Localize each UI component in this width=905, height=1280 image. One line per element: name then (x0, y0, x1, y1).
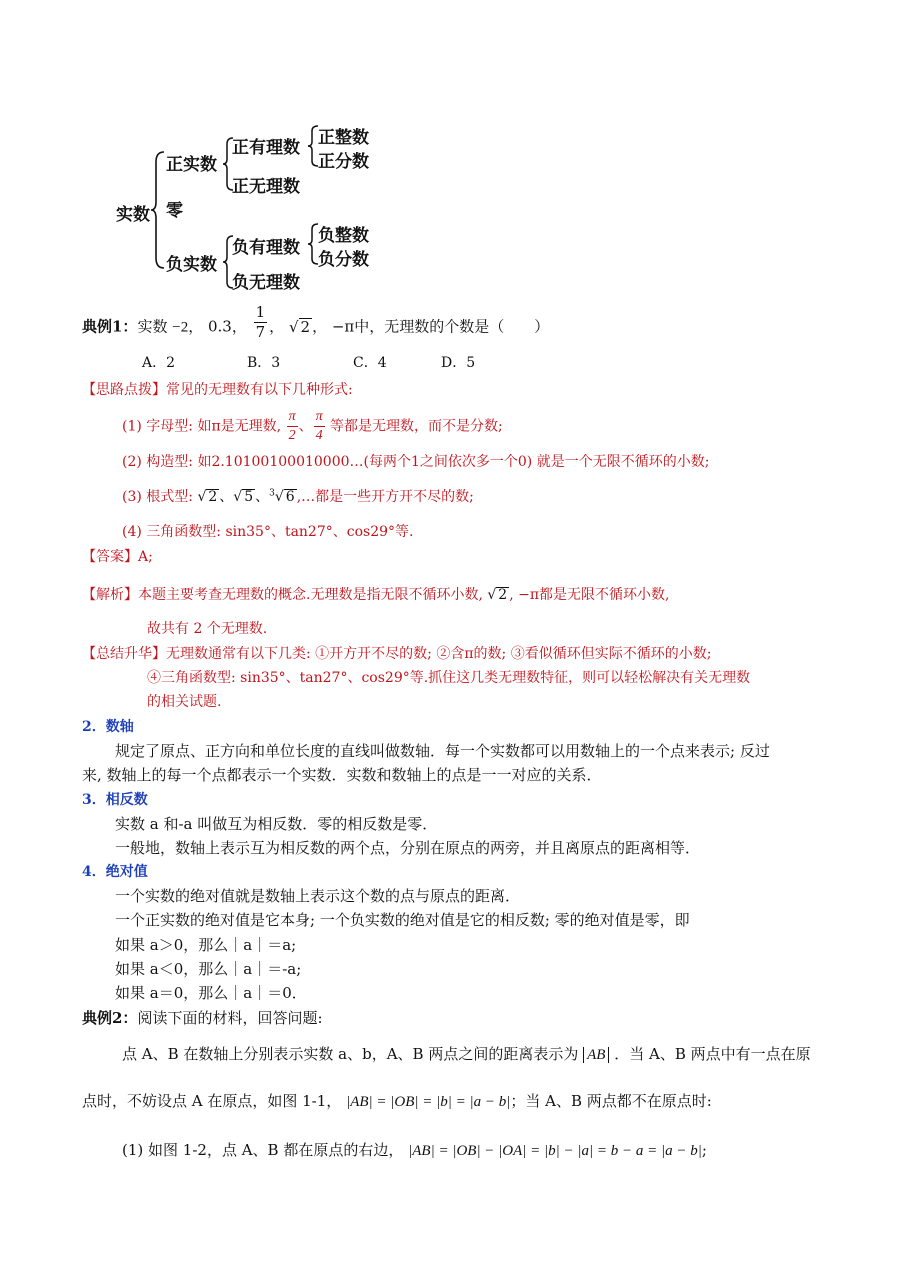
hint3-root-3: 6 (285, 489, 295, 505)
analysis (82, 584, 670, 604)
section-3-title: 3．相反数 (82, 792, 148, 808)
example2-line-2 (82, 1090, 712, 1111)
answer: 【答案】A; (82, 549, 153, 565)
section-4-line-2: 一个正实数的绝对值是它本身; 一个负实数的绝对值是它的相反数; 零的绝对值是零，即 (115, 911, 690, 929)
tree-positive: 正实数 (166, 155, 217, 175)
summary-line-2: ④三角函数型: sin35°、tan27°、cos29°等.抓住这几类无理数特征，则可以轻松解决有关无理数 (147, 670, 751, 686)
example2-l1-text-a: 点 A、B 在数轴上分别表示实数 a、b，A、B 两点之间的距离表示为 (122, 1045, 579, 1063)
example2-l1-text-b: ．当 A、B 两点中有一点在原 (614, 1045, 811, 1063)
example2-l2-text-a: 点时，不妨设点 A 在原点，如图 1-1， (82, 1092, 342, 1110)
hint-3 (122, 486, 474, 506)
tree-neg-irrational: 负无理数 (232, 273, 300, 293)
analysis-conclusion: 故共有 2 个无理数. (147, 621, 268, 637)
hint3-roots: √ 2 、√ 5 、$^3$√ 6 (197, 488, 295, 505)
hint3-text-b: ,…都是一些开方开不尽的数; (296, 489, 474, 505)
example1-question: 典例1：实数 −2， 0.3， $\frac{1}{7}$ ， √ 2 ， −π中，无理数的个数是（ ） (82, 303, 550, 341)
example2-intro: 阅读下面的材料，回答问题: (137, 1009, 323, 1027)
hint1-text-a: (1) 字母型: 如π是无理数, (122, 418, 282, 435)
hint1-frac2-den: 4 (315, 428, 323, 443)
example2-label: 典例2： (82, 1009, 138, 1027)
option-a[interactable]: A．2 (142, 355, 176, 371)
hint1-frac1-den: 2 (288, 428, 296, 443)
option-c[interactable]: C．4 (353, 355, 387, 371)
example2-line-3 (122, 1139, 707, 1160)
fraction-numerator: 1 (255, 303, 266, 321)
analysis-text-b: , −π都是无限不循环小数, (509, 587, 670, 603)
summary-line-1: 【总结升华】无理数通常有以下几类: ①开方开不尽的数; ②含π的数; ③看似循环但实际不循环的小数; (82, 646, 712, 662)
analysis-text-a: 【解析】本题主要考查无理数的概念.无理数是指无限不循环小数, (82, 587, 483, 603)
example2-line-1 (122, 1043, 811, 1064)
example2-l3-math: |AB| = |OB| − |OA| = |b| − |a| = b − a = |a − b| (408, 1143, 702, 1159)
analysis-radicand: 2 (498, 587, 508, 603)
example1-fraction (254, 305, 268, 340)
example2-l2-text-b: ；当 A、B 两点都不在原点时: (510, 1092, 712, 1110)
example2-heading (82, 1007, 323, 1028)
example1-sqrt: √ 2 (288, 317, 311, 336)
hint1-frac2-num: π (314, 410, 325, 427)
hint3-root-2: 5 (244, 489, 254, 505)
section-2-title: 2．数轴 (82, 719, 134, 735)
section-2-line-1: 规定了原点、正方向和单位长度的直线叫做数轴．每一个实数都可以用数轴上的一个点来表示; 反过 (115, 742, 770, 760)
hint-1: (1) 字母型: 如π是无理数, $\frac{\pi}{2}$ 、 $\frac{\pi}{4}$ 等都是无理数，而不是分数; (122, 409, 503, 443)
hint1-frac1-num: π (287, 410, 298, 427)
section-2-line-2: 来, 数轴上的每一个点都表示一个实数．实数和数轴上的点是一一对应的关系． (82, 766, 602, 784)
example1-neg-pi: −π (331, 317, 355, 336)
example2-l2-math: |AB| = |OB| = |b| = |a − b| (346, 1094, 511, 1110)
example1-label: 典例1： (82, 317, 138, 336)
summary-line-3: 的相关试题. (147, 694, 222, 710)
option-b[interactable]: B．3 (247, 355, 281, 371)
tree-negative: 负实数 (166, 255, 217, 275)
analysis-sqrt: √ 2 (487, 587, 508, 603)
example1-prefix: 实数 (137, 317, 168, 336)
root-brace (150, 150, 166, 270)
example1-n1: −2 (172, 319, 189, 336)
sqrt-radicand: 2 (300, 317, 311, 336)
abs-case-zero: 如果 a＝0，那么｜a｜＝0． (115, 984, 307, 1002)
hint-title: 【思路点拨】常见的无理数有以下几种形式: (82, 382, 353, 398)
hint1-frac-1 (287, 410, 298, 443)
example1-suffix: 中，无理数的个数是（ ） (354, 317, 550, 336)
hint1-frac-2 (314, 410, 325, 443)
hint-4: (4) 三角函数型: sin35°、tan27°、cos29°等. (122, 524, 414, 540)
example2-l3-text-a: (1) 如图 1-2，点 A、B 都在原点的右边， (122, 1141, 404, 1159)
tree-pos-fraction: 正分数 (318, 152, 369, 172)
example1-n2: 0.3 (207, 317, 232, 336)
tree-pos-rational: 正有理数 (232, 138, 300, 158)
abs-case-positive: 如果 a＞0，那么｜a｜＝a; (115, 936, 297, 954)
tree-zero: 零 (166, 201, 183, 221)
tree-neg-integer: 负整数 (318, 226, 369, 246)
tree-neg-fraction: 负分数 (318, 250, 369, 270)
section-3-line-2: 一般地，数轴上表示互为相反数的两个点，分别在原点的两旁，并且离原点的距离相等． (115, 839, 701, 857)
section-4-title: 4．绝对值 (82, 864, 148, 880)
example2-l3-text-b: ; (701, 1141, 707, 1159)
tree-pos-irrational: 正无理数 (232, 177, 300, 197)
option-d[interactable]: D．5 (441, 355, 476, 371)
tree-neg-rational: 负有理数 (232, 238, 300, 258)
hint3-root-1: 2 (208, 489, 218, 505)
tree-root: 实数 (116, 205, 150, 225)
tree-pos-integer: 正整数 (318, 128, 369, 148)
fraction-denominator: 7 (255, 323, 266, 341)
abs-case-negative: 如果 a＜0，那么｜a｜＝-a; (115, 960, 302, 978)
example2-l1-ab: AB (583, 1047, 609, 1063)
section-3-line-1: 实数 a 和-a 叫做互为相反数．零的相反数是零． (115, 815, 438, 833)
hint3-text-a: (3) 根式型: (122, 489, 193, 505)
hint-2: (2) 构造型: 如2.10100100010000…(每两个1之间依次多一个0) 就是一个无限不循环的小数; (122, 454, 710, 470)
section-4-line-1: 一个实数的绝对值就是数轴上表示这个数的点与原点的距离． (115, 887, 521, 905)
hint1-text-b: 等都是无理数，而不是分数; (330, 418, 503, 435)
